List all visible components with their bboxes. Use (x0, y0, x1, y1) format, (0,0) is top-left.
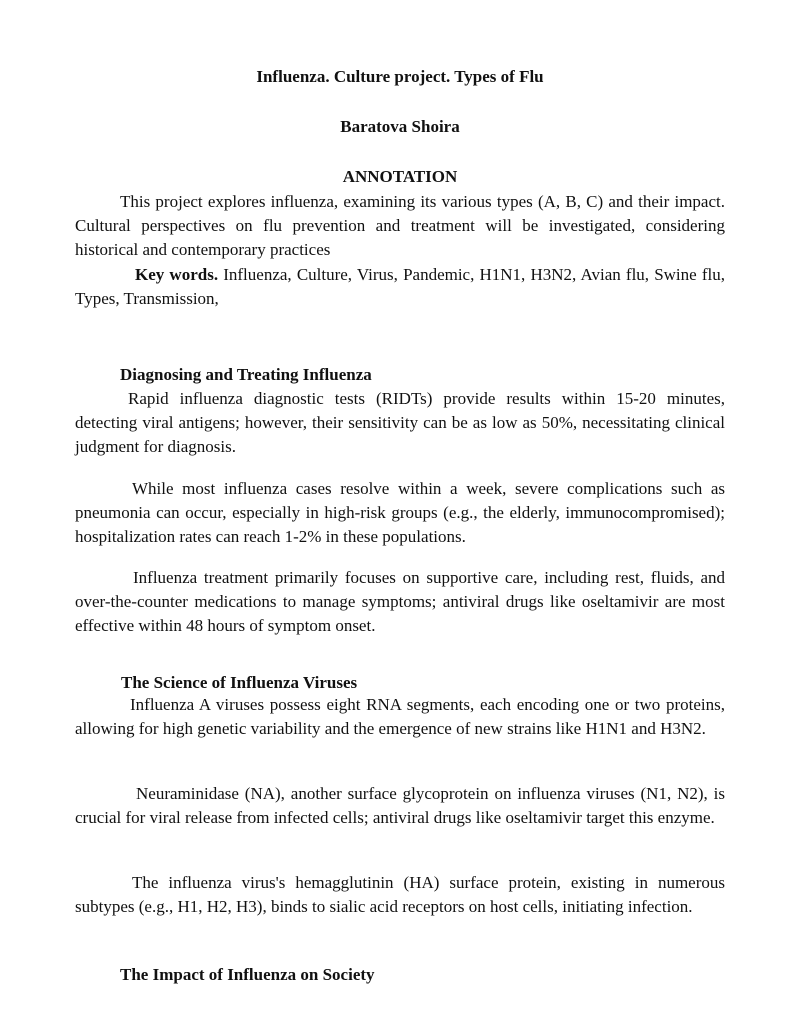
section-heading: The Impact of Influenza on Society (120, 965, 375, 984)
section-paragraph: While most influenza cases resolve within a week, severe complications such as pneumonia can occur, especially in high-risk groups (e.g., the elderly, immunocompromised); hospitalization rates can reach 1-2% in these populations. (75, 479, 725, 546)
author-name: Baratova Shoira (340, 117, 460, 136)
section-heading: The Science of Influenza Viruses (121, 673, 358, 692)
section-paragraph: Influenza treatment primarily focuses on supportive care, including rest, fluids, and over-the-counter medications to manage symptoms; antiviral drugs like oseltamivir are most effective within 48 hours of symptom onset. (75, 568, 725, 635)
section-paragraph: The influenza virus's hemagglutinin (HA) surface protein, existing in numerous subtypes (e.g., H1, H2, H3), binds to sialic acid receptors on host cells, initiating infection. (75, 873, 725, 916)
keywords-text: Influenza, Culture, Virus, Pandemic, H1N1, H3N2, Avian flu, Swine flu, Types, Transmission, (75, 265, 725, 308)
keywords-label: Key words. (135, 265, 219, 284)
document-title: Influenza. Culture project. Types of Flu (256, 67, 544, 86)
section-paragraph: Rapid influenza diagnostic tests (RIDTs) provide results within 15-20 minutes, detecting viral antigens; however, their sensitivity can be as low as 50%, necessitating clinical judgment for diagnosis. (75, 389, 725, 456)
keywords-paragraph (75, 263, 725, 311)
section-heading: Diagnosing and Treating Influenza (120, 365, 372, 384)
section-paragraph: Neuraminidase (NA), another surface glycoprotein on influenza viruses (N1, N2), is crucial for viral release from infected cells; antiviral drugs like oseltamivir target this enzyme. (75, 784, 725, 827)
annotation-paragraph: This project explores influenza, examining its various types (A, B, C) and their impact. Cultural perspectives on flu prevention and treatment will be investigated, considering historical and contemporary practices (75, 192, 725, 259)
section-paragraph: Influenza A viruses possess eight RNA segments, each encoding one or two proteins, allowing for high genetic variability and the emergence of new strains like H1N1 and H3N2. (75, 695, 725, 738)
annotation-heading: ANNOTATION (342, 167, 458, 186)
